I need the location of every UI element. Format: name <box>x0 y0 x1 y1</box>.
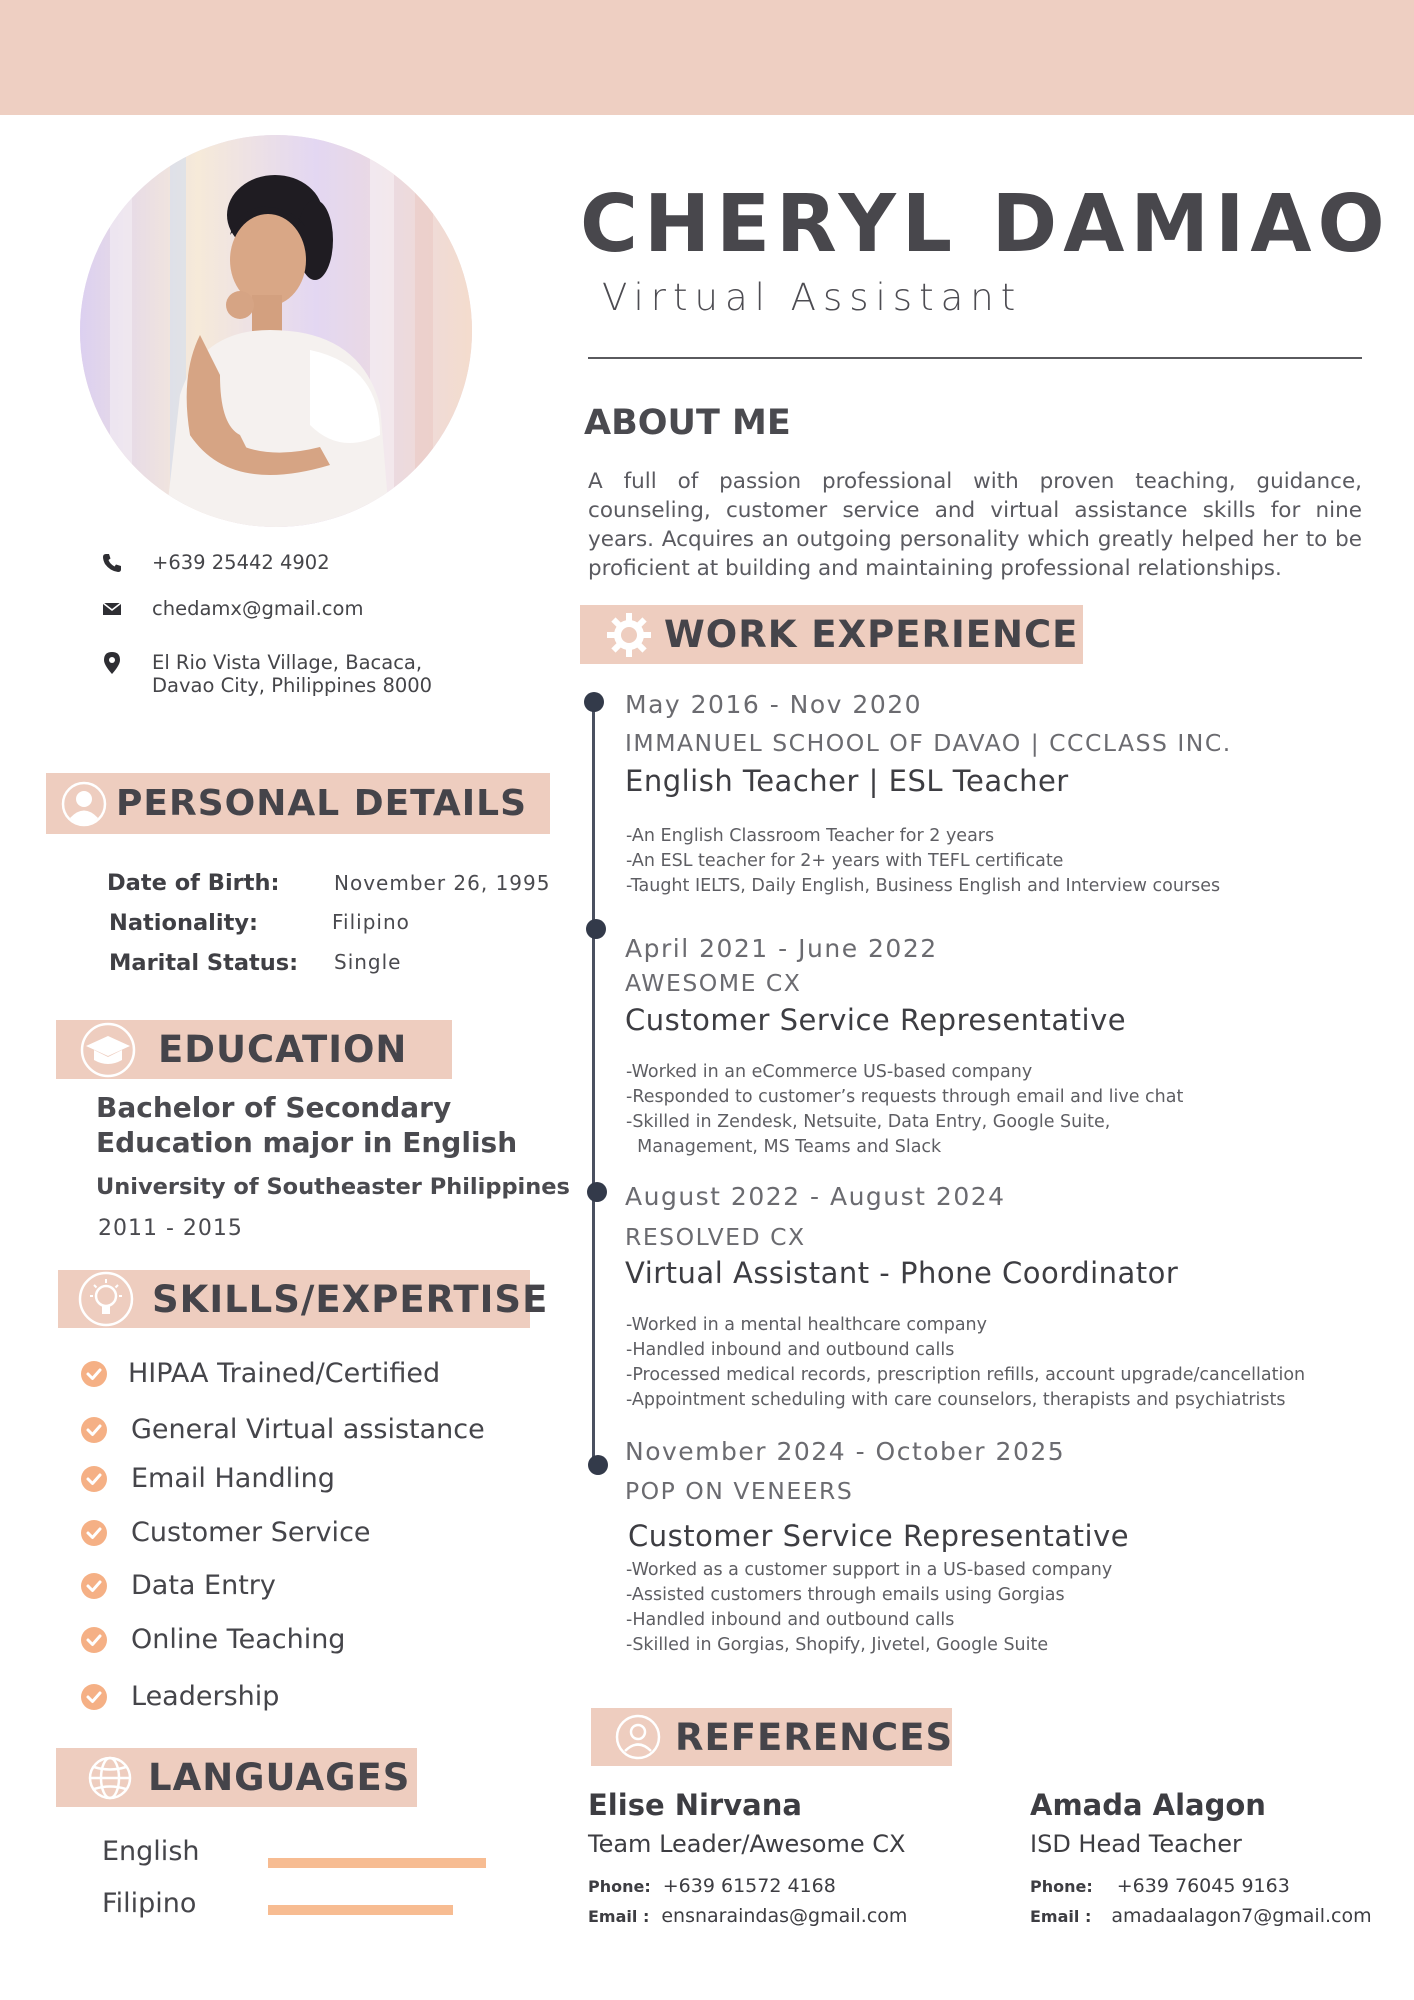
job-date: April 2021 - June 2022 <box>625 934 938 963</box>
job-bullet: -Assisted customers through emails using Gorgias <box>626 1585 1065 1605</box>
reference-phone <box>1030 1875 1290 1897</box>
graduation-cap-icon <box>72 1020 144 1079</box>
job-bullets <box>626 1060 1183 1160</box>
job-bullets <box>626 1558 1112 1658</box>
job-bullet: -Processed medical records, prescription refills, account upgrade/cancellation <box>626 1365 1306 1385</box>
envelope-icon <box>100 597 124 621</box>
check-circle-icon <box>80 1683 108 1711</box>
job-role: Virtual Assistant <box>602 276 1023 319</box>
contact-phone <box>100 551 330 575</box>
language-level-bar <box>268 1858 486 1868</box>
marital-status-label: Marital Status: <box>109 950 299 976</box>
profile-photo <box>80 135 472 527</box>
job-bullet: -Skilled in Zendesk, Netsuite, Data Entry, Google Suite, <box>626 1112 1111 1132</box>
timeline-dot <box>587 1182 607 1202</box>
language-level-bar <box>268 1905 453 1915</box>
gear-icon <box>600 605 658 664</box>
reference-title: Team Leader/Awesome CX <box>588 1830 906 1858</box>
skills-header <box>58 1270 549 1328</box>
job-company: IMMANUEL SCHOOL OF DAVAO | CCCLASS INC. <box>625 729 1232 757</box>
skill-item <box>80 1624 345 1655</box>
skill-item <box>80 1414 485 1445</box>
contact-email <box>100 597 363 621</box>
job-bullet: -Handled inbound and outbound calls <box>626 1610 955 1630</box>
job-title: English Teacher | ESL Teacher <box>625 764 1069 798</box>
check-circle-icon <box>80 1572 108 1600</box>
timeline-line <box>592 702 595 1468</box>
check-circle-icon <box>80 1360 108 1388</box>
degree-line-1: Bachelor of Secondary <box>96 1091 452 1124</box>
skill-item <box>80 1681 279 1712</box>
email-label: Email : <box>588 1907 650 1926</box>
reference-name: Elise Nirvana <box>588 1788 802 1822</box>
reference-email-value: ensnaraindas@gmail.com <box>661 1905 908 1927</box>
reference-email <box>588 1905 907 1927</box>
skill-label: Data Entry <box>131 1570 276 1601</box>
skill-item <box>80 1570 276 1601</box>
profile-photo-illustration <box>80 135 472 527</box>
skill-label: General Virtual assistance <box>131 1414 485 1445</box>
user-icon <box>60 780 108 828</box>
education-years: 2011 - 2015 <box>98 1216 243 1241</box>
address-line-1: El Rio Vista Village, Bacaca, <box>152 651 423 674</box>
education-school: University of Southeaster Philippines <box>96 1174 570 1200</box>
about-text: A full of passion professional with proven teaching, guidance, counseling, customer service and virtual assistance skills for nine years. Acquires an outgoing personality which greatly helped her to be proficient at building and maintaining professional relationships. <box>588 469 1362 581</box>
references-header <box>591 1708 952 1766</box>
dob-value: November 26, 1995 <box>334 871 551 895</box>
reference-title: ISD Head Teacher <box>1030 1830 1242 1858</box>
job-bullet: -Taught IELTS, Daily English, Business English and Interview courses <box>626 876 1221 896</box>
skill-item <box>80 1463 335 1494</box>
job-bullet: -An ESL teacher for 2+ years with TEFL certificate <box>626 851 1064 871</box>
skill-label: Online Teaching <box>131 1624 346 1655</box>
marital-status-value: Single <box>334 950 402 974</box>
job-bullet: -Responded to customer’s requests through email and live chat <box>626 1087 1184 1107</box>
lightbulb-icon <box>74 1270 138 1328</box>
reference-phone <box>588 1875 836 1897</box>
job-bullet: -Worked in an eCommerce US-based company <box>626 1062 1033 1082</box>
job-company: AWESOME CX <box>625 969 802 997</box>
check-circle-icon <box>80 1465 108 1493</box>
job-bullet: -Appointment scheduling with care counselors, therapists and psychiatrists <box>626 1390 1286 1410</box>
job-company: RESOLVED CX <box>625 1223 806 1251</box>
check-circle-icon <box>80 1626 108 1654</box>
work-experience-header <box>580 605 1083 664</box>
education-title: EDUCATION <box>158 1028 408 1071</box>
email-label: Email : <box>1030 1907 1092 1926</box>
education-degree <box>96 1090 517 1160</box>
degree-line-2: Education major in English <box>96 1126 518 1159</box>
job-company: POP ON VENEERS <box>625 1477 854 1505</box>
skill-label: Email Handling <box>131 1463 335 1494</box>
skill-label: HIPAA Trained/Certified <box>128 1358 441 1389</box>
check-circle-icon <box>80 1416 108 1444</box>
job-bullet: Management, MS Teams and Slack <box>626 1137 942 1157</box>
timeline-dot <box>584 692 604 712</box>
job-bullets <box>626 824 1220 899</box>
top-banner <box>0 0 1414 115</box>
check-circle-icon <box>80 1519 108 1547</box>
timeline-dot <box>588 1455 608 1475</box>
education-header <box>56 1020 452 1079</box>
phone-label: Phone: <box>1030 1877 1093 1896</box>
reference-email-value: amadaalagon7@gmail.com <box>1111 1905 1372 1927</box>
phone-text: +639 25442 4902 <box>152 551 330 574</box>
job-date: November 2024 - October 2025 <box>625 1437 1066 1466</box>
personal-details-title: PERSONAL DETAILS <box>116 783 528 824</box>
job-title: Customer Service Representative <box>628 1519 1130 1553</box>
language-name: English <box>102 1836 200 1867</box>
skill-item <box>80 1517 371 1548</box>
job-bullet: -Skilled in Gorgias, Shopify, Jivetel, Google Suite <box>626 1635 1049 1655</box>
location-pin-icon <box>100 651 124 675</box>
full-name: CHERYL DAMIAO <box>580 178 1391 270</box>
address-text <box>152 651 432 697</box>
job-bullet: -Handled inbound and outbound calls <box>626 1340 955 1360</box>
job-title: Virtual Assistant - Phone Coordinator <box>625 1256 1179 1290</box>
reference-email <box>1030 1905 1372 1927</box>
timeline-dot <box>586 919 606 939</box>
work-experience-title: WORK EXPERIENCE <box>664 613 1079 656</box>
reference-name: Amada Alagon <box>1030 1788 1266 1822</box>
dob-label: Date of Birth: <box>107 870 280 896</box>
email-text: chedamx@gmail.com <box>152 597 364 620</box>
about-title: ABOUT ME <box>584 403 791 443</box>
skills-title: SKILLS/EXPERTISE <box>152 1277 549 1321</box>
contact-address <box>100 651 432 697</box>
nationality-label: Nationality: <box>109 910 258 936</box>
job-bullet: -Worked in a mental healthcare company <box>626 1315 987 1335</box>
header-divider <box>588 357 1362 359</box>
languages-title: LANGUAGES <box>148 1756 411 1799</box>
job-bullet: -Worked as a customer support in a US-based company <box>626 1560 1113 1580</box>
job-date: May 2016 - Nov 2020 <box>625 690 923 719</box>
job-date: August 2022 - August 2024 <box>625 1182 1006 1211</box>
reference-phone-value: +639 61572 4168 <box>662 1875 836 1897</box>
personal-details-header <box>46 773 550 834</box>
job-bullets <box>626 1313 1305 1413</box>
language-name: Filipino <box>102 1888 197 1919</box>
address-line-2: Davao City, Philippines 8000 <box>152 674 433 697</box>
job-bullet: -An English Classroom Teacher for 2 years <box>626 826 995 846</box>
reference-phone-value: +639 76045 9163 <box>1116 1875 1290 1897</box>
skill-item <box>80 1358 440 1389</box>
globe-icon <box>86 1754 134 1802</box>
nationality-value: Filipino <box>332 910 410 934</box>
phone-label: Phone: <box>588 1877 651 1896</box>
job-title: Customer Service Representative <box>625 1003 1127 1037</box>
languages-header <box>56 1748 417 1807</box>
phone-icon <box>100 551 124 575</box>
skill-label: Leadership <box>131 1681 280 1712</box>
skill-label: Customer Service <box>131 1517 371 1548</box>
user-icon <box>615 1713 661 1761</box>
references-title: REFERENCES <box>675 1715 954 1759</box>
